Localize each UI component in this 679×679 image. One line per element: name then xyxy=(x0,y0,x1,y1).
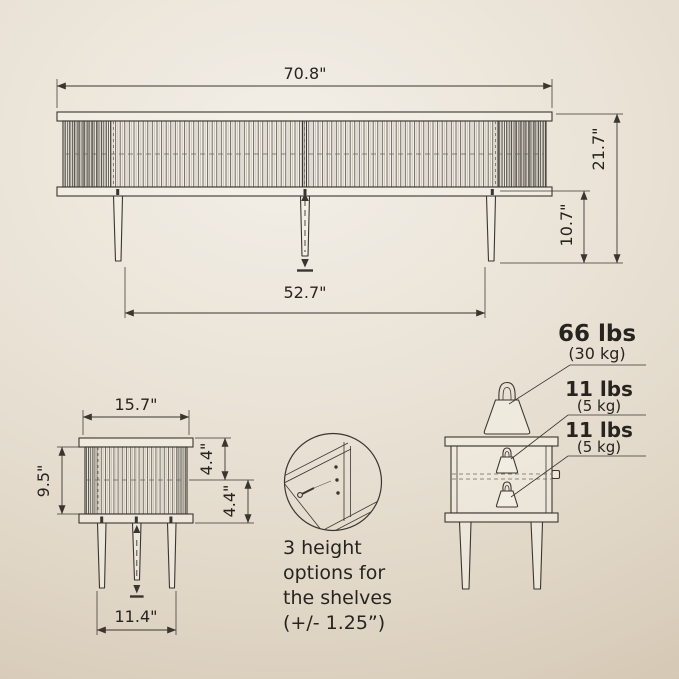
front-width-dimension xyxy=(57,64,552,108)
side-curve-left xyxy=(86,448,97,514)
weight-top-icon xyxy=(484,383,530,435)
door-knob xyxy=(552,471,560,479)
sideboard-front xyxy=(57,112,552,271)
pin-hole-top xyxy=(334,465,337,468)
load-top-panel xyxy=(445,437,558,446)
tambour-curve-right xyxy=(499,122,546,187)
leg-right xyxy=(487,196,496,261)
shelf-gap-lower-dimension xyxy=(195,480,254,523)
side-leg-bolt-center xyxy=(135,517,138,523)
front-leg-height-label: 10.7" xyxy=(557,203,576,247)
shelf-note-line-4: (+/- 1.25”) xyxy=(283,612,386,634)
load-leg-right xyxy=(531,522,543,589)
leg-bolt-left xyxy=(116,189,119,195)
leg-bolt-right xyxy=(491,189,494,195)
shelf-pin-detail xyxy=(283,434,392,635)
shelf-note-line-1: 3 height xyxy=(283,537,362,559)
side-slats xyxy=(86,448,187,514)
side-height-dimension xyxy=(34,447,82,514)
leg-left xyxy=(114,196,123,261)
load-leg-left xyxy=(460,522,472,589)
side-width-dimension xyxy=(83,395,189,435)
lower-shelf-kilograms: (5 kg) xyxy=(576,438,622,456)
sideboard-side xyxy=(79,438,193,597)
shelf-note-line-3: the shelves xyxy=(283,587,392,609)
pin-hole-bottom xyxy=(336,491,339,494)
side-curve-right xyxy=(176,448,187,514)
side-leg-left xyxy=(98,523,107,588)
pin-hole-middle xyxy=(335,478,338,481)
load-bottom-panel xyxy=(445,513,558,522)
side-leg-bolt-left xyxy=(100,517,103,523)
cabinet-top-edge xyxy=(284,443,351,483)
shelf-note-line-2: options for xyxy=(283,562,386,584)
shelf-pin-icon xyxy=(298,481,331,497)
side-leg-span-label: 11.4" xyxy=(114,607,158,626)
detail-circle xyxy=(285,434,382,531)
top-surface-pounds: 66 lbs xyxy=(557,321,637,347)
side-width-label: 15.7" xyxy=(114,395,158,414)
shelf-gap-lower-label: 4.4" xyxy=(220,484,239,518)
side-view-diagram xyxy=(34,395,254,635)
shelf-gap-upper-label: 4.4" xyxy=(197,442,216,476)
cabinet-bottom-edge xyxy=(314,498,386,540)
lower-shelf-pounds: 11 lbs xyxy=(565,418,633,442)
side-height-label: 9.5" xyxy=(34,464,53,498)
upper-shelf-kilograms: (5 kg) xyxy=(576,397,622,415)
shelf-note xyxy=(283,537,392,634)
top-surface-kilograms: (30 kg) xyxy=(568,344,626,363)
side-leg-bolt-right xyxy=(169,517,172,523)
side-top-panel xyxy=(79,438,193,447)
detail-interior xyxy=(284,442,386,540)
front-leg-height-dimension xyxy=(500,191,590,263)
load-capacity-diagram xyxy=(445,321,646,589)
leg-mount-arrow xyxy=(297,193,313,271)
top-panel xyxy=(57,112,552,121)
cabinet-corner-edge xyxy=(284,483,322,531)
front-leg-span-label: 52.7" xyxy=(283,283,327,302)
cabinet-side-panel xyxy=(344,442,351,521)
front-leg-span-dimension xyxy=(125,267,485,318)
front-height-label: 21.7" xyxy=(589,127,608,171)
front-width-label: 70.8" xyxy=(283,64,327,83)
shelf-gap-upper-dimension xyxy=(189,438,254,480)
side-leg-right xyxy=(168,523,177,588)
front-view-diagram xyxy=(57,64,623,318)
upper-shelf-pounds: 11 lbs xyxy=(565,377,633,401)
